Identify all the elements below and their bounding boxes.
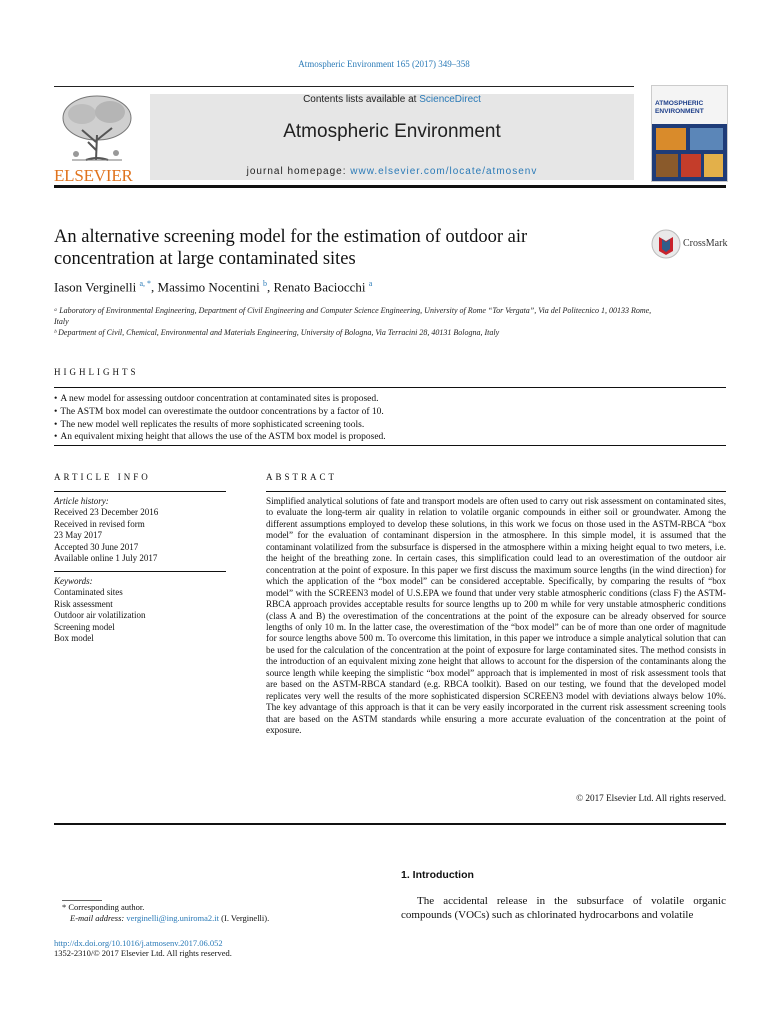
sciencedirect-link[interactable]: ScienceDirect [419, 94, 481, 105]
author-name[interactable]: Iason Verginelli [54, 279, 137, 295]
keyword: Screening model [54, 621, 115, 632]
email-note [70, 913, 269, 924]
article-title: An alternative screening model for the estimation of outdoor air concentration at large contaminated sites [54, 227, 528, 269]
crossmark-label: CrossMark [683, 238, 728, 249]
contents-prefix: Contents lists available at [303, 94, 420, 105]
journal-cover-thumbnail[interactable] [651, 85, 728, 182]
history-entry: Available online 1 July 2017 [54, 553, 158, 564]
history-entry: 23 May 2017 [54, 530, 102, 541]
highlights-list [54, 393, 726, 444]
homepage-prefix: journal homepage: [246, 166, 351, 177]
abstract-copyright: © 2017 Elsevier Ltd. All rights reserved. [576, 793, 726, 803]
corresponding-author-note: * Corresponding author. [62, 902, 145, 912]
history-entry: Received in revised form [54, 518, 145, 529]
keyword: Risk assessment [54, 598, 113, 609]
keywords-rule [54, 571, 226, 572]
keywords [54, 576, 226, 644]
author-affiliation-marker[interactable]: a, * [139, 279, 152, 288]
article-info-heading: ARTICLE INFO [54, 472, 151, 482]
history-entry: Received 23 December 2016 [54, 507, 159, 518]
affiliation: ᵃ Laboratory of Environmental Engineering, Department of Civil Engineering and Computer Science Engineering, University of Rome “Tor Vergata”, Via del Politecnico 1, 00133 Rome, Italy [54, 306, 652, 326]
author-email-link[interactable]: verginelli@ing.uniroma2.it [126, 913, 220, 923]
issn-copyright: 1352-2310/© 2017 Elsevier Ltd. All rights reserved. [54, 948, 232, 958]
email-label: E-mail address: [70, 913, 127, 923]
highlight-item: • The new model well replicates the results of more sophisticated screening tools. [54, 419, 726, 432]
masthead-top-rule [54, 86, 634, 87]
history-entry: Accepted 30 June 2017 [54, 541, 139, 552]
abstract-text: Simplified analytical solutions of fate and transport models are often used to carry out risk assessment on contaminated sites, to evaluate the long-term air quality in relation to volatile organic compounds in either soil or groundwater. Among the different assumptions employed to develop these solutions, in this work we focus on those used in the ASTM-RBCA “box model” for the evaluation of contaminant dispersion in the atmosphere. In this simple model, it is assumed that the contaminant volatilized from the subsurface is dispersed in the atmosphere within a mixing height equal to two meters, i.e. the height of the breathing zone. In certain cases, this simplification could lead to an overestimation of the outdoor air concentration at the point of exposure. In this paper we first discuss the maximum source lengths (in the wind direction) for which the application of the “box model” can be considered acceptable. Specifically, by comparing the results of “box model” with the SCREEN3 model of U.S.EPA we found that under very stable atmospheric conditions (class F) the ASTM-RBCA approach provides acceptable results for source lengths up to 200 m while for very unstable atmospheric conditions (class A and B) the overestimation of the concentrations at the point of the exposure can be already observed for source lengths of only 10 m. In the latter case, the overestimation of the “box model” can be of more than one order of magnitude for source lengths above 500 m. To overcome this limitation, in this paper we introduce a simple analytical solution that can be used for the calculation of the concentration at the point of exposure for large contaminated sites. The method consists in the introduction of an equivalent mixing zone height that allows to account for the dispersion of the contaminants along the source length while keeping the simplistic “box model” approach that is implemented in most of risk assessment tools that are based on the ASTM-RBCA standard (e.g. RBCA toolkit). Based on our testing, we found that the developed model replicates very well the results of the more sophisticated dispersion SCREEN3 model with deviations always below 10%. The key advantage of this approach is that it can be very easily incorporated in the current risk assessment screening tools that are based on the ASTM standards while ensuring a more accurate evaluation of the concentration at the point of exposure. [266, 496, 726, 736]
introduction-text: The accidental release in the subsurface of volatile organic compounds (VOCs) such as chlorinated hydrocarbons and volatile [401, 895, 726, 921]
highlight-item: • An equivalent mixing height that allows the use of the ASTM box model is proposed. [54, 431, 726, 444]
affiliation: ᵇ Department of Civil, Chemical, Environmental and Materials Engineering, University of Bologna, Via Terracini 28, 40131 Bologna, Italy [54, 328, 500, 337]
highlights-bottom-rule [54, 445, 726, 446]
homepage-line [150, 166, 634, 177]
cover-image [652, 124, 727, 181]
email-suffix: (I. Verginelli). [219, 913, 270, 923]
crossmark-badge[interactable] [651, 229, 731, 259]
journal-title: Atmospheric Environment [283, 121, 501, 142]
masthead-bottom-rule [54, 185, 726, 188]
highlights-heading: HIGHLIGHTS [54, 367, 139, 377]
cover-title: ATMOSPHERIC ENVIRONMENT [655, 100, 704, 115]
keyword: Contaminated sites [54, 587, 123, 598]
author-name[interactable]: Renato Baciocchi [273, 279, 366, 295]
journal-citation[interactable]: Atmospheric Environment 165 (2017) 349–358 [298, 59, 470, 69]
author-affiliation-marker[interactable]: a [368, 279, 373, 288]
highlights-top-rule [54, 387, 726, 388]
highlight-item: • A new model for assessing outdoor concentration at contaminated sites is proposed. [54, 393, 726, 406]
author-affiliation-marker[interactable]: b [262, 279, 267, 288]
author-name[interactable]: Massimo Nocentini [157, 279, 260, 295]
keywords-label: Keywords: [54, 576, 93, 586]
article-info-rule [54, 491, 226, 492]
abstract-heading: ABSTRACT [266, 472, 338, 482]
footnote-rule [62, 900, 102, 901]
abstract-rule [266, 491, 726, 492]
introduction-heading: 1. Introduction [401, 869, 474, 881]
front-matter-rule [54, 823, 726, 825]
contents-line [150, 94, 634, 105]
article-history [54, 496, 226, 564]
article-history-label: Article history: [54, 496, 109, 506]
crossmark-icon [651, 229, 681, 259]
doi-link[interactable]: http://dx.doi.org/10.1016/j.atmosenv.2017.06.052 [54, 938, 223, 948]
keyword: Box model [54, 633, 94, 644]
author-list: Iason Verginelli $^{a, *}$, Massimo Nocentini $^b$, Renato Baciocchi $^a$ [54, 279, 373, 295]
journal-homepage-link[interactable]: www.elsevier.com/locate/atmosenv [350, 166, 538, 177]
highlight-item: • The ASTM box model can overestimate the outdoor concentrations by a factor of 10. [54, 406, 726, 419]
keyword: Outdoor air volatilization [54, 610, 146, 621]
publisher-name: ELSEVIER [54, 166, 133, 185]
